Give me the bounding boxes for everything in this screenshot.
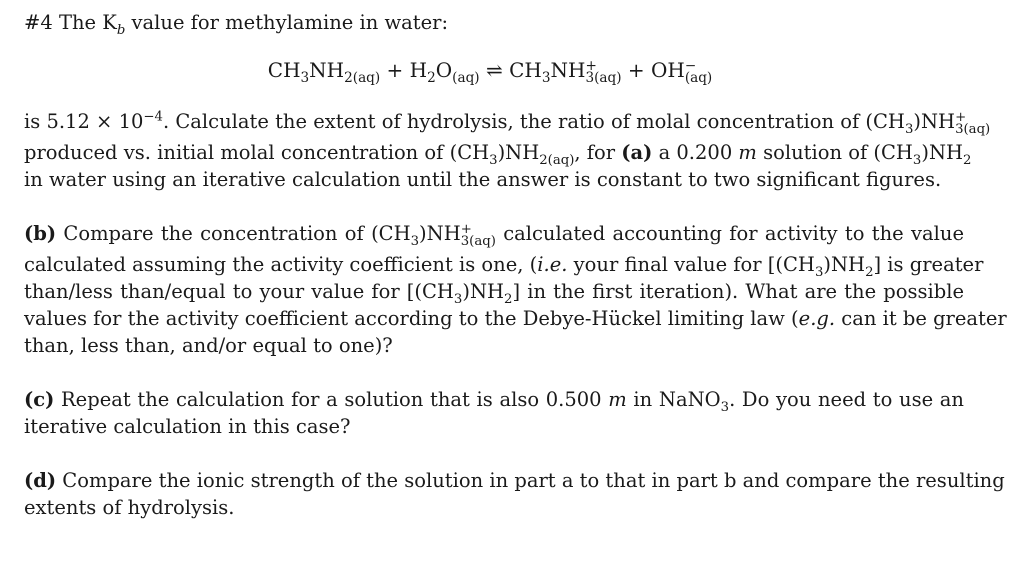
part-d-line-1: (d) Compare the ionic strength of the solution in part a to that in part b and compare the resulting [24, 469, 1005, 492]
problem-heading [24, 11, 964, 38]
part-b-line-2: calculated assuming the activity coefficient is one, (i.e. your final value for $[(CH_3)NH_2]$ is greater [24, 253, 984, 280]
part-d-line-2: extents of hydrolysis. [24, 496, 235, 519]
part-b-line-3: than/less than/equal to your value for $[(CH_3)NH_2]$ in the first iteration). What are the possible [24, 280, 964, 307]
heading-text: #4 The K [24, 11, 117, 34]
heading-tail: value for methylamine in water: [125, 11, 449, 34]
part-c-line-1: (c) Repeat the calculation for a solution that is also 0.500 m in NaNO$_3$. Do you need to use an [24, 388, 964, 415]
part-a-line-2: produced vs. initial molal concentration of $(CH_3)NH_{2(aq)}$, for (a) a 0.200 m solution of $(CH_3)NH_2$ [24, 141, 972, 168]
part-b-line-5: than, less than, and/or equal to one)? [24, 334, 393, 357]
part-c-line-2: iterative calculation in this case? [24, 415, 351, 438]
kb-subscript: b [116, 22, 126, 38]
part-b-label: (b) [24, 222, 57, 245]
part-b-line-4: values for the activity coefficient according to the Debye-Hückel limiting law (e.g. can it be greater [24, 307, 1007, 330]
part-b-line-1: (b) Compare the concentration of $(CH_3)NH$ + 3(aq) calculated accounting for activity to the value [24, 221, 964, 249]
reaction-equation: $CH_3NH_{2(aq)} + H_2O_{(aq)}$ ⇌ $CH_3NH$ + 3(aq) + OH − (aq) [267, 57, 713, 86]
part-d-label: (d) [24, 469, 57, 492]
equilibrium-arrow: ⇌ [479, 58, 510, 82]
part-a-label: (a) [621, 141, 653, 164]
part-a-line-3: in water using an iterative calculation until the answer is constant to two significant figures. [24, 168, 942, 191]
part-c-label: (c) [24, 388, 55, 411]
part-a-line-1: is $5.12 \times 10^{-4}$. Calculate the extent of hydrolysis, the ratio of molal concentration of $(CH_3)NH$ + 3(aq) [24, 109, 991, 137]
